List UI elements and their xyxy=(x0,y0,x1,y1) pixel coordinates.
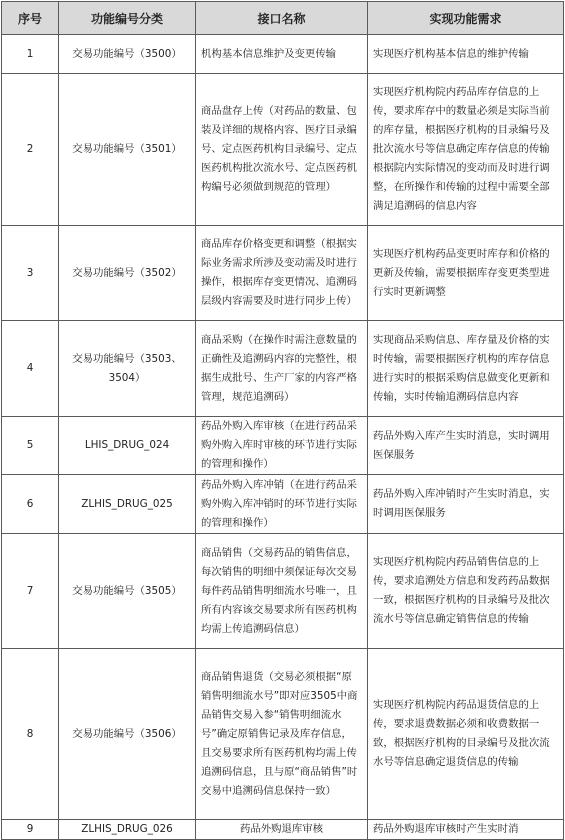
cell-interface: 药品外购入库冲销（在进行药品采购外购入库冲销时的环节进行实际的管理和操作） xyxy=(196,475,368,534)
header-row xyxy=(2,2,564,35)
cell-code: 交易功能编号（3505） xyxy=(59,534,196,649)
cell-interface: 商品盘存上传（对药品的数量、包装及详细的规格内容、医疗目录编号、定点医药机构目录编号、定点医药机构批次流水号、定点医药机构编号必须做到规范的管理） xyxy=(196,74,368,226)
cell-requirement: 实现医疗机构院内药品销售信息的上传，要求追溯处方信息和发药药品数据一致，根据医疗机构的目录编号及批次流水号等信息确定销售信息的传输 xyxy=(368,534,564,649)
table-body xyxy=(2,35,564,840)
cell-interface: 商品销售退货（交易必须根据“原销售明细流水号”即对应3505中商品销售交易入参“销售明细流水号”确定原销售记录及库存信息，且交易要求所有医药机构均需上传追溯码信息，且与原“商品销售”时交易中追溯码信息保持一致） xyxy=(196,649,368,820)
requirements-table xyxy=(1,1,564,840)
header-requirement: 实现功能需求 xyxy=(368,2,564,35)
cell-seq: 8 xyxy=(2,649,59,820)
cell-seq: 6 xyxy=(2,475,59,534)
cell-requirement: 实现商品采购信息、库存量及价格的实时传输，需要根据医疗机构的库存信息进行实时的根据采购信息做变化更新和传输，实时传输追溯码信息内容 xyxy=(368,321,564,417)
header-seq: 序号 xyxy=(2,2,59,35)
cell-seq: 4 xyxy=(2,321,59,417)
table-row xyxy=(2,321,564,417)
cell-requirement: 药品外购退库审核时产生实时消 xyxy=(368,820,564,840)
cell-requirement: 实现医疗机构院内药品库存信息的上传，要求库存中的数量必须是实际当前的库存量，根据医疗机构的目录编号及批次流水号等信息确定库存信息的传输根据院内实际情况的变动而及时进行调整，在所操作和传输的过程中需要全部满足追溯码的信息内容 xyxy=(368,74,564,226)
cell-interface: 药品外购入库审核（在进行药品采购外购入库时审核的环节进行实际的管理和操作） xyxy=(196,417,368,475)
cell-requirement: 药品外购入库产生实时消息，实时调用医保服务 xyxy=(368,417,564,475)
header-code: 功能编号分类 xyxy=(59,2,196,35)
cell-code: 交易功能编号（3502） xyxy=(59,226,196,321)
table-row xyxy=(2,820,564,840)
cell-requirement: 实现医疗机构基本信息的维护传输 xyxy=(368,35,564,74)
cell-code: ZLHIS_DRUG_025 xyxy=(59,475,196,534)
cell-interface: 药品外购退库审核 xyxy=(196,820,368,840)
cell-interface: 商品销售（交易药品的销售信息，每次销售的明细中须保证每次交易每件药品销售明细流水号唯一，且所有内容该交易要求所有医药机构均需上传追溯码信息） xyxy=(196,534,368,649)
cell-seq: 1 xyxy=(2,35,59,74)
header-interface: 接口名称 xyxy=(196,2,368,35)
cell-code: 交易功能编号（3503、3504） xyxy=(59,321,196,417)
cell-requirement: 实现医疗机构药品变更时库存和价格的更新及传输，需要根据库存变更类型进行实时更新调整 xyxy=(368,226,564,321)
cell-seq: 5 xyxy=(2,417,59,475)
cell-requirement: 实现医疗机构院内药品退货信息的上传，要求退费数据必须和收费数据一致，根据医疗机构的目录编号及批次流水号等信息确定退货信息的传输 xyxy=(368,649,564,820)
table-row xyxy=(2,649,564,820)
table-row xyxy=(2,226,564,321)
cell-code: 交易功能编号（3506） xyxy=(59,649,196,820)
cell-requirement: 药品外购入库冲销时产生实时消息，实时调用医保服务 xyxy=(368,475,564,534)
cell-interface: 商品库存价格变更和调整（根据实际业务需求所涉及变动需及时进行操作，根据库存变更情况、追溯码层级内容需要及时进行同步上传） xyxy=(196,226,368,321)
cell-interface: 商品采购（在操作时需注意数量的正确性及追溯码内容的完整性，根据生成批号、生产厂家的内容严格管理，规范追溯码） xyxy=(196,321,368,417)
cell-code: 交易功能编号（3500） xyxy=(59,35,196,74)
cell-code: 交易功能编号（3501） xyxy=(59,74,196,226)
table-row xyxy=(2,417,564,475)
cell-code: ZLHIS_DRUG_026 xyxy=(59,820,196,840)
table-row xyxy=(2,534,564,649)
table-header xyxy=(2,2,564,35)
table-row xyxy=(2,475,564,534)
cell-seq: 9 xyxy=(2,820,59,840)
cell-seq: 2 xyxy=(2,74,59,226)
cell-interface: 机构基本信息维护及变更传输 xyxy=(196,35,368,74)
table-row xyxy=(2,35,564,74)
cell-seq: 3 xyxy=(2,226,59,321)
table-row xyxy=(2,74,564,226)
cell-seq: 7 xyxy=(2,534,59,649)
cell-code: LHIS_DRUG_024 xyxy=(59,417,196,475)
